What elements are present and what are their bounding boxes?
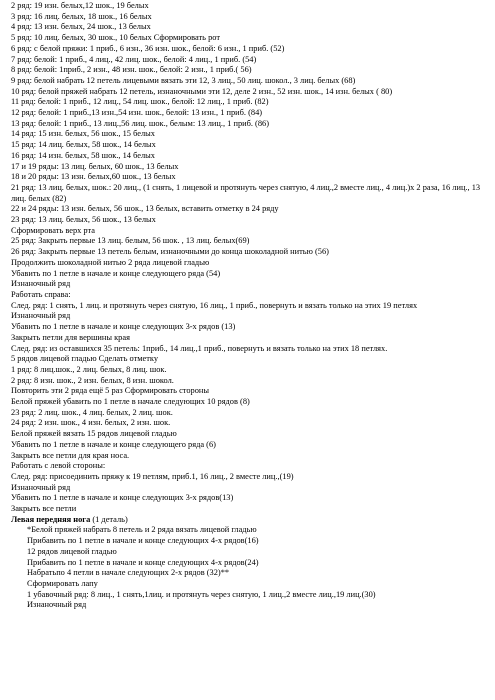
line-text: След. ряд: 1 снять, 1 лиц. и протянуть через снятую, 16 лиц., 1 приб., повернуть и вязать только на этих 19 петлях — [11, 300, 418, 310]
line-text: 15 ряд: 14 лиц. белых, 58 шок., 14 белых — [11, 140, 156, 150]
text-line — [11, 12, 491, 23]
line-text: След. ряд: присоединить пряжу к 19 петлям, приб.1, 16 лиц., 2 вместе лиц.,(19) — [11, 471, 294, 481]
line-text: 3 ряд: 16 лиц. белых, 18 шок., 16 белых — [11, 11, 152, 21]
line-text: Убавить по 1 петле в начале и конце следующих 3-х рядов (13) — [11, 322, 236, 332]
text-line — [11, 418, 491, 429]
line-text: Убавить по 1 петле в начале и конце следующих 3-х рядов(13) — [11, 493, 234, 503]
text-line — [11, 451, 491, 462]
text-line — [11, 236, 491, 247]
line-text: 14 ряд: 15 изн. белых, 56 шок., 15 белых — [11, 129, 155, 139]
line-text: 7 ряд: белой: 1 приб., 4 лиц., 42 лиц. шок., белой: 4 лиц., 1 приб. (54) — [11, 54, 257, 64]
line-text: 5 ряд: 10 лиц. белых, 30 шок., 10 белых Сформировать рот — [11, 33, 220, 43]
text-line — [11, 429, 491, 440]
line-text: 2 ряд: 19 изн. белых,12 шок., 19 белых — [11, 1, 149, 10]
line-text: Изнаночный ряд — [11, 279, 71, 289]
text-line — [11, 22, 491, 33]
text-line — [11, 440, 491, 451]
text-line — [11, 579, 491, 590]
line-text: Белой пряжей убавить по 1 петле в начале следующих 10 рядов (8) — [11, 397, 250, 407]
line-text: 2 ряд: 8 изн. шок., 2 изн. белых, 8 изн. шокол. — [11, 375, 174, 385]
text-line — [11, 568, 491, 579]
line-text: *Белой пряжей набрать 8 петель и 2 ряда вязать лицевой гладью — [27, 525, 257, 535]
line-text: Убавить по 1 петле в начале и конце следующего ряда (54) — [11, 268, 221, 278]
text-line — [11, 408, 491, 419]
line-text: 13 ряд: белой: 1 приб., 13 лиц.,56 лиц. шок., белым: 13 лиц., 1 приб. (86) — [11, 118, 270, 128]
text-line — [11, 547, 491, 558]
text-line — [11, 493, 491, 504]
text-line — [11, 269, 491, 280]
line-text: Изнаночный ряд — [11, 311, 71, 321]
line-text: 23 ряд: 13 лиц. белых, 56 шок., 13 белых — [11, 215, 156, 225]
line-text: 6 ряд: с белой пряжи: 1 приб., 6 изн., 36 изн. шок., белой: 6 изн., 1 приб. (52) — [11, 43, 285, 53]
text-line — [11, 322, 491, 333]
line-text: Сформировать верх рта — [11, 225, 95, 235]
text-line — [11, 183, 491, 204]
line-text: 17 и 19 ряды: 13 лиц. белых, 60 шок., 13 белых — [11, 161, 179, 171]
line-text: Закрыть все петли для края носа. — [11, 450, 130, 460]
line-text: Прибавить по 1 петле в начале и конце следующих 4-х рядов(16) — [27, 536, 259, 546]
section-heading — [11, 515, 491, 526]
line-text: 1 убавочный ряд: 8 лиц., 1 снять,1лиц. и протянуть через снятую, 1 лиц.,2 вместе лиц.,19 лиц.(30) — [27, 589, 376, 599]
text-line — [11, 311, 491, 322]
text-line — [11, 247, 491, 258]
text-line — [11, 215, 491, 226]
line-text: 23 ряд: 2 лиц. шок., 4 лиц. белых, 2 лиц. шок. — [11, 407, 173, 417]
text-line — [11, 344, 491, 355]
text-line — [11, 536, 491, 547]
line-text: Белой пряжей вязать 15 рядов лицевой гладью — [11, 429, 177, 439]
text-line — [11, 483, 491, 494]
line-text: 9 ряд: белой набрать 12 петель лицевыми вязать эти 12, 3 лиц., 50 лиц. шокол., 3 лиц. белых (68) — [11, 75, 356, 85]
text-line — [11, 76, 491, 87]
line-text: Изнаночный ряд — [11, 482, 71, 492]
text-line — [11, 600, 491, 611]
line-text: Работать с левой стороны: — [11, 461, 106, 471]
line-text: Сформировать лапу — [27, 578, 98, 588]
line-text: 26 ряд: Закрыть первые 13 петель белым, изнаночными до конца шоколадной нитью (56) — [11, 247, 329, 257]
line-text: 25 ряд: Закрыть первые 13 лиц. белым, 56 шок. , 13 лиц. белых(69) — [11, 236, 250, 246]
line-text: Повторить эти 2 ряда ещё 5 раз Сформировать стороны — [11, 386, 210, 396]
text-line — [11, 65, 491, 76]
text-line — [11, 204, 491, 215]
line-text: 18 и 20 ряды: 13 изн. белых,60 шок., 13 белых — [11, 172, 176, 182]
line-text: 24 ряд: 2 изн. шок., 4 изн. белых, 2 изн. шок. — [11, 418, 171, 428]
text-line — [11, 33, 491, 44]
line-text: 16 ряд: 14 изн. белых, 58 шок., 14 белых — [11, 150, 155, 160]
line-text: 1 ряд: 8 лиц.шок., 2 лиц. белых, 8 лиц. шок. — [11, 364, 167, 374]
text-line — [11, 1, 491, 12]
text-line — [11, 279, 491, 290]
line-text: Продолжить шоколадной нитью 2 ряда лицевой гладью — [11, 257, 210, 267]
line-text: 22 и 24 ряды: 13 изн. белых, 56 шок., 13 белых, вставить отметку в 24 ряду — [11, 204, 279, 214]
text-line — [11, 397, 491, 408]
text-line — [11, 140, 491, 151]
text-line — [11, 44, 491, 55]
line-text: 10 ряд: белой пряжей набрать 12 петель, изнаночными эти 12, деле 2 изн., 52 изн. шок., 14 изн. белых ( 80) — [11, 86, 393, 96]
text-line — [11, 290, 491, 301]
text-line — [11, 151, 491, 162]
text-line — [11, 119, 491, 130]
line-text: Закрыть петли для вершины края — [11, 332, 130, 342]
text-line — [11, 558, 491, 569]
line-text: 12 ряд: белой: 1 приб.,13 изн.,54 изн. шок., белой: 13 изн., 1 приб. (84) — [11, 108, 263, 118]
line-text: Набратьпо 4 петли в начале следующих 2-х рядов (32)** — [27, 568, 230, 578]
line-text: Левая передняя нога — [11, 514, 91, 524]
text-line — [11, 258, 491, 269]
text-line — [11, 525, 491, 536]
text-line — [11, 354, 491, 365]
line-text: Закрыть все петли — [11, 504, 77, 514]
text-line — [11, 87, 491, 98]
text-line — [11, 333, 491, 344]
line-text: Убавить по 1 петле в начале и конце следующего ряда (6) — [11, 439, 216, 449]
text-line — [11, 386, 491, 397]
text-line — [11, 226, 491, 237]
heading-note: (1 деталь) — [90, 514, 128, 524]
text-line — [11, 365, 491, 376]
text-line — [11, 97, 491, 108]
text-line — [11, 172, 491, 183]
text-line — [11, 108, 491, 119]
text-line — [11, 301, 491, 312]
text-line — [11, 162, 491, 173]
text-line — [11, 376, 491, 387]
text-line — [11, 504, 491, 515]
line-text: След. ряд: из оставшихся 35 петель: 1приб., 14 лиц.,1 приб., повернуть и вязать только на этих 18 петлях. — [11, 343, 388, 353]
line-text: Работать справа: — [11, 289, 71, 299]
text-line — [11, 472, 491, 483]
text-line — [11, 129, 491, 140]
text-line — [11, 55, 491, 66]
line-text: 5 рядов лицевой гладью Сделать отметку — [11, 354, 159, 364]
line-text: 8 ряд: белой: 1приб., 2 изн., 48 изн. шок., белой: 2 изн., 1 приб.( 56) — [11, 65, 252, 75]
line-text: 11 ряд: белой: 1 приб., 12 лиц., 54 лиц. шок., белой: 12 лиц., 1 приб. (82) — [11, 97, 269, 107]
line-text: Прибавить по 1 петле в начале и конце следующих 4-х рядов(24) — [27, 557, 259, 567]
line-text: 12 рядов лицевой гладью — [27, 546, 117, 556]
text-line — [11, 590, 491, 601]
line-text: Изнаночный ряд — [27, 600, 87, 610]
line-text: 21 ряд: 13 лиц. белых, шок.: 20 лиц., (1 снять, 1 лицевой и протянуть через снятую, 4 лиц.,2 вместе лиц., 4 лиц.)х 2 раза, 16 лиц., 13 лиц. белых (82) — [11, 182, 481, 203]
line-text: 4 ряд: 13 изн. белых, 24 шок., 13 белых — [11, 22, 151, 32]
text-line — [11, 461, 491, 472]
